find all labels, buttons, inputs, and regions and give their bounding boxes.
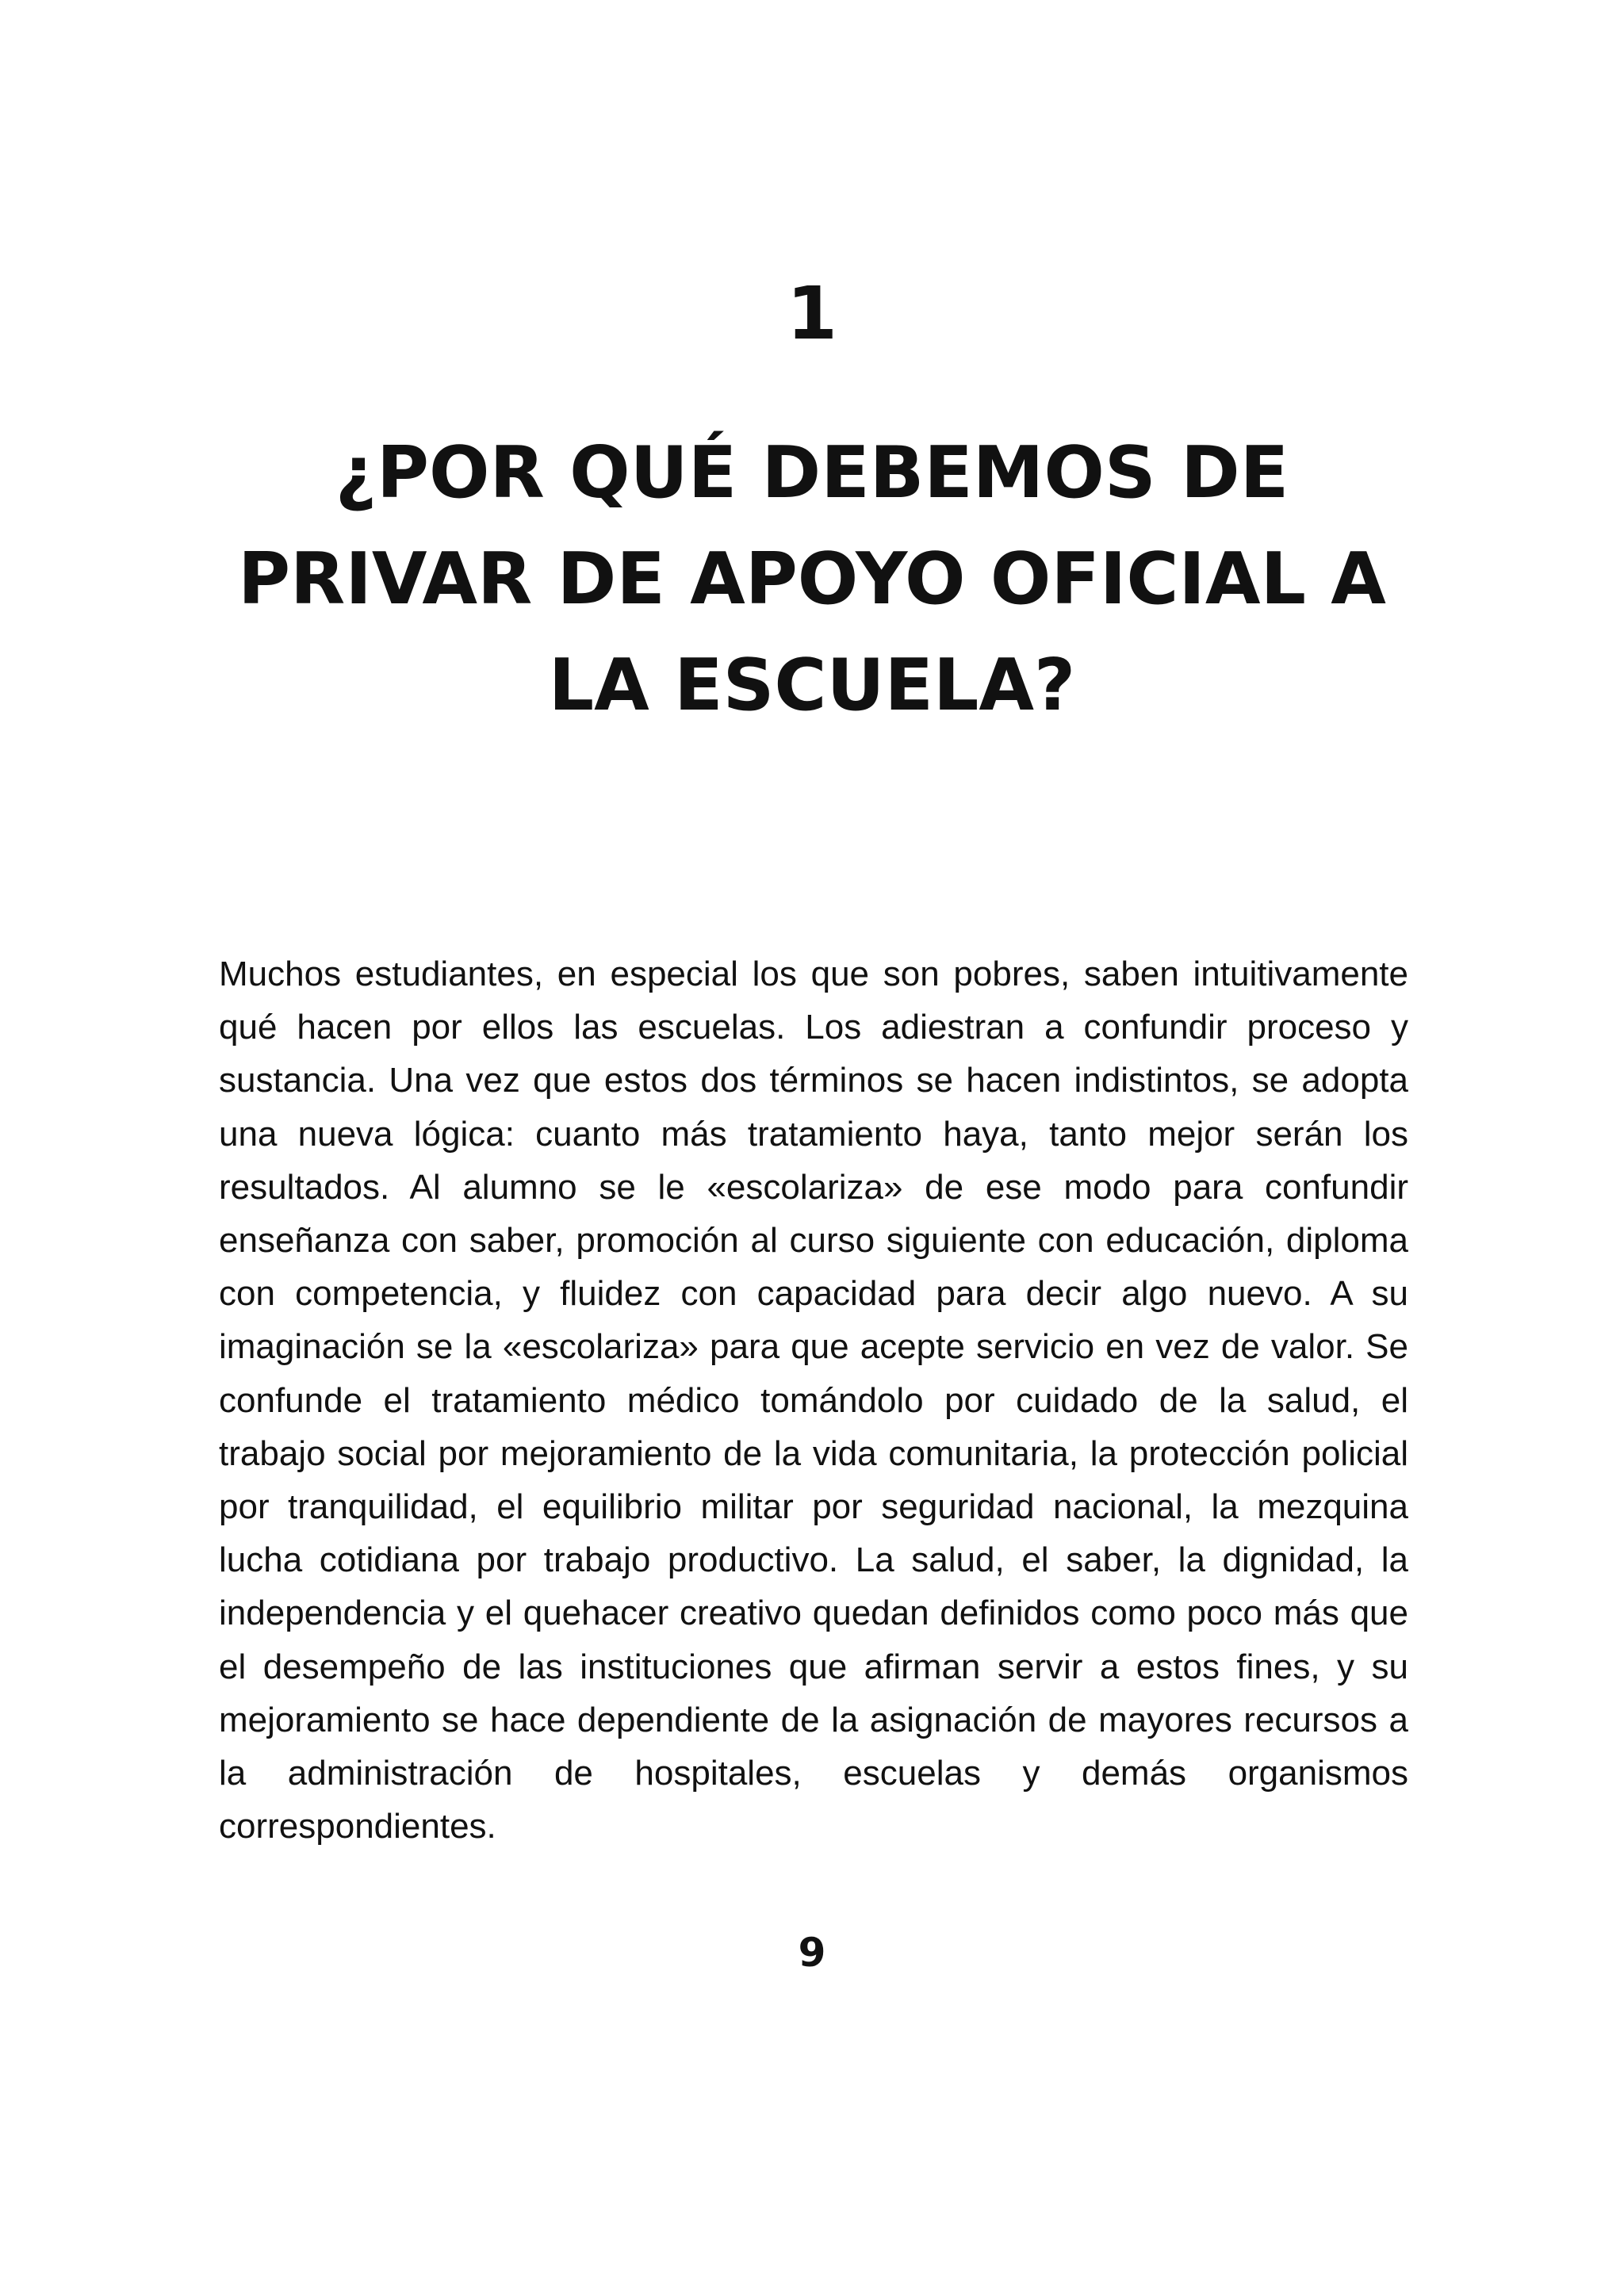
chapter-title-line-2: PRIVAR DE APOYO OFICIAL A — [238, 538, 1386, 621]
chapter-title — [178, 420, 1446, 739]
chapter-title-line-1: ¿POR QUÉ DEBEMOS DE — [335, 431, 1289, 515]
page-number: 9 — [798, 1930, 826, 1976]
body-paragraph: Muchos estudiantes, en especial los que son pobres, saben intuitivamente qué hacen por ellos las escuelas. Los adiestran a confundir proceso y sustancia. Una vez que estos dos términos se hacen indistintos, se adopta una nueva lógica: cuanto más tratamiento haya, tanto mejor serán los resultados. Al alumno se le «escolariza» de ese modo para confundir enseñanza con saber, promoción al curso siguiente con educación, diploma con competencia, y fluidez con capacidad para decir algo nuevo. A su imaginación se la «escolariza» para que acepte servicio en vez de valor. Se confunde el tratamiento médico tomándolo por cuidado de la salud, el trabajo social por mejoramiento de la vida comunitaria, la protección policial por tranquilidad, el equilibrio militar por seguridad nacional, la mezquina lucha cotidiana por trabajo productivo. La salud, el saber, la dignidad, la independencia y el quehacer creativo quedan definidos como poco más que el desempeño de las instituciones que afirman servir a estos fines, y su mejoramiento se hace dependiente de la asignación de mayores recursos a la administración de hospitales, escuelas y demás organismos correspondientes. — [219, 955, 1408, 1846]
chapter-number: 1 — [786, 271, 837, 356]
chapter-title-line-3: LA ESCUELA? — [548, 644, 1076, 727]
